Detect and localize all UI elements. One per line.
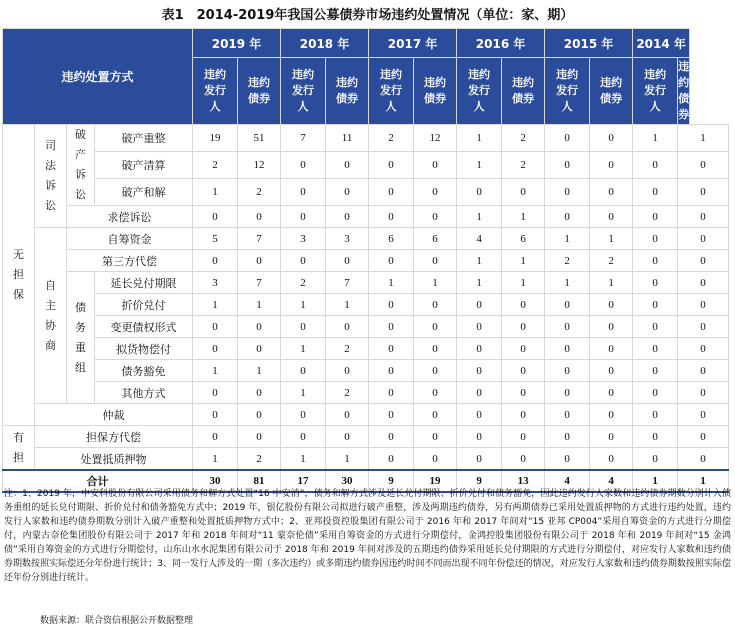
value-cell: 0	[414, 382, 457, 404]
value-cell: 0	[678, 338, 729, 360]
value-cell: 6	[369, 228, 414, 250]
value-cell: 7	[281, 125, 326, 152]
total-cell: 81	[238, 470, 281, 492]
value-cell: 0	[590, 360, 633, 382]
value-cell: 0	[457, 426, 502, 448]
value-cell: 0	[281, 426, 326, 448]
method-label: 处置抵质押物	[35, 448, 193, 471]
value-cell: 0	[414, 316, 457, 338]
value-cell: 2	[281, 272, 326, 294]
value-cell: 0	[545, 316, 590, 338]
value-cell: 0	[238, 426, 281, 448]
value-cell: 0	[590, 206, 633, 228]
value-cell: 2	[238, 448, 281, 471]
table-row	[3, 272, 729, 294]
value-cell: 1	[545, 228, 590, 250]
issuer-header: 违约 发行 人	[545, 58, 590, 125]
value-cell: 2	[502, 152, 545, 179]
method-label: 破产清算	[95, 152, 193, 179]
value-cell: 0	[238, 316, 281, 338]
value-cell: 0	[678, 272, 729, 294]
total-cell: 1	[678, 470, 729, 492]
value-cell: 0	[369, 152, 414, 179]
total-cell: 9	[457, 470, 502, 492]
value-cell: 0	[414, 250, 457, 272]
bond-header: 违约 债券	[678, 58, 690, 125]
value-cell: 0	[633, 426, 678, 448]
value-cell: 0	[545, 382, 590, 404]
bond-header: 违约 债券	[238, 58, 281, 125]
bond-header: 违约 债券	[590, 58, 633, 125]
value-cell: 0	[369, 250, 414, 272]
method-label: 其他方式	[95, 382, 193, 404]
bond-header: 违约 债券	[502, 58, 545, 125]
value-cell: 1	[193, 179, 238, 206]
value-cell: 0	[281, 206, 326, 228]
year-header: 2018 年	[281, 29, 369, 58]
year-header: 2015 年	[545, 29, 633, 58]
value-cell: 1	[502, 272, 545, 294]
value-cell: 2	[369, 125, 414, 152]
group-label: 破 产 诉 讼	[67, 125, 95, 206]
group-label: 无 担 保	[3, 125, 35, 426]
value-cell: 1	[545, 272, 590, 294]
value-cell: 3	[326, 228, 369, 250]
value-cell: 0	[502, 426, 545, 448]
value-cell: 1	[502, 206, 545, 228]
value-cell: 0	[326, 250, 369, 272]
total-cell: 4	[590, 470, 633, 492]
value-cell: 0	[502, 360, 545, 382]
value-cell: 0	[457, 404, 502, 426]
value-cell: 1	[238, 294, 281, 316]
method-label: 拟货物偿付	[95, 338, 193, 360]
value-cell: 0	[238, 250, 281, 272]
value-cell: 5	[193, 228, 238, 250]
value-cell: 0	[633, 206, 678, 228]
value-cell: 0	[457, 179, 502, 206]
value-cell: 0	[414, 152, 457, 179]
value-cell: 0	[238, 206, 281, 228]
value-cell: 0	[281, 360, 326, 382]
method-label: 仲裁	[35, 404, 193, 426]
value-cell: 0	[326, 316, 369, 338]
value-cell: 0	[545, 152, 590, 179]
value-cell: 0	[414, 426, 457, 448]
table-row	[3, 294, 729, 316]
value-cell: 0	[369, 448, 414, 471]
value-cell: 0	[590, 404, 633, 426]
value-cell: 0	[414, 179, 457, 206]
value-cell: 1	[326, 448, 369, 471]
value-cell: 0	[633, 152, 678, 179]
value-cell: 2	[326, 338, 369, 360]
table-row	[3, 179, 729, 206]
value-cell: 1	[457, 272, 502, 294]
value-cell: 0	[193, 206, 238, 228]
value-cell: 0	[193, 250, 238, 272]
value-cell: 0	[590, 316, 633, 338]
value-cell: 0	[678, 294, 729, 316]
value-cell: 0	[457, 338, 502, 360]
value-cell: 0	[545, 426, 590, 448]
value-cell: 0	[414, 360, 457, 382]
value-cell: 0	[193, 316, 238, 338]
value-cell: 1	[193, 448, 238, 471]
total-label: 合计	[3, 470, 193, 492]
table-note: 注：1、2019 年，中安科股份有限公司采用债务和解方式处置“16 中安消”，债务和解方式涉及延长兑付期限、折价兑付和债务豁免，因此违约发行人家数和违约债券期数分别计入债务重组的延长兑付期限、折价兑付和债务豁免方式中；2019 年，银亿股份有限公司拟进行破产重整，涉及两期违约债券，另有两期债券已采用处置质押物的方式进行违约处置，违约发行人家数和违约债券期数分别计入破产重整和处置抵质押物方式中；2、亚邦投资控股集团有限公司于 2016 年和 2017 年间对“15 亚邦 CP004”采用自筹资金的方式进行分期偿付，内蒙古奈伦集团股份有限公司于 2017 年和 2018 年间对“11 蒙奈伦债”采用自筹资金的方式进行分期偿付，金鸿控股集团股份有限公司于 2018 年和 2019 年间对“15 金鸿债”采用自筹资金的方式进行分期偿付，山东山水水泥集团有限公司于 2018 年和 2019 年间对涉及的五期违约债券采用延长兑付期限的方式进行分期偿付，对应发行人家数和违约债券期数按照实际偿还分年份进行统计；3、同一发行人涉及的一期（多次违约）或多期违约债券因违约时间不同而出现不同年份偿还的情况，对应发行人家数和违约债券期数按照实际偿还年份分别进行统计。	[4, 489, 731, 583]
value-cell: 0	[281, 250, 326, 272]
table-row	[3, 228, 729, 250]
value-cell: 2	[545, 250, 590, 272]
value-cell: 0	[678, 316, 729, 338]
method-label: 折价兑付	[95, 294, 193, 316]
table-row	[3, 448, 729, 471]
value-cell: 0	[590, 426, 633, 448]
total-cell: 30	[326, 470, 369, 492]
table-row	[3, 250, 729, 272]
method-label: 延长兑付期限	[95, 272, 193, 294]
table-row	[3, 206, 729, 228]
method-label: 变更债权形式	[95, 316, 193, 338]
table-row	[3, 316, 729, 338]
value-cell: 0	[678, 152, 729, 179]
value-cell: 0	[545, 360, 590, 382]
value-cell: 0	[545, 294, 590, 316]
value-cell: 12	[238, 152, 281, 179]
value-cell: 0	[678, 360, 729, 382]
value-cell: 0	[678, 250, 729, 272]
value-cell: 0	[545, 404, 590, 426]
value-cell: 0	[633, 272, 678, 294]
value-cell: 1	[457, 206, 502, 228]
value-cell: 0	[457, 382, 502, 404]
method-label: 求偿诉讼	[67, 206, 193, 228]
value-cell: 0	[502, 294, 545, 316]
value-cell: 0	[633, 404, 678, 426]
value-cell: 3	[281, 228, 326, 250]
value-cell: 0	[545, 179, 590, 206]
total-cell: 30	[193, 470, 238, 492]
value-cell: 0	[326, 426, 369, 448]
total-cell: 19	[414, 470, 457, 492]
value-cell: 0	[193, 404, 238, 426]
value-cell: 0	[457, 360, 502, 382]
value-cell: 1	[633, 125, 678, 152]
value-cell: 19	[193, 125, 238, 152]
data-source: 数据来源：联合资信根据公开数据整理	[40, 616, 194, 626]
table-title: 表1 2014-2019年我国公募债券市场违约处置情况（单位：家、期）	[161, 8, 574, 23]
group-label: 司 法 诉 讼	[35, 125, 67, 228]
value-cell: 0	[633, 338, 678, 360]
value-cell: 0	[457, 316, 502, 338]
year-header: 2016 年	[457, 29, 545, 58]
value-cell: 1	[457, 250, 502, 272]
value-cell: 2	[326, 382, 369, 404]
method-label: 破产重整	[95, 125, 193, 152]
group-label: 自 主 协 商	[35, 228, 67, 404]
value-cell: 0	[633, 360, 678, 382]
value-cell: 0	[545, 206, 590, 228]
issuer-header: 违约 发行 人	[281, 58, 326, 125]
value-cell: 1	[193, 294, 238, 316]
year-header: 2014 年	[633, 29, 690, 58]
method-label: 担保方代偿	[35, 426, 193, 448]
value-cell: 0	[281, 152, 326, 179]
value-cell: 2	[502, 125, 545, 152]
value-cell: 1	[281, 448, 326, 471]
value-cell: 2	[590, 250, 633, 272]
value-cell: 0	[590, 294, 633, 316]
value-cell: 0	[590, 179, 633, 206]
issuer-header: 违约 发行 人	[193, 58, 238, 125]
value-cell: 0	[633, 382, 678, 404]
value-cell: 1	[369, 272, 414, 294]
value-cell: 0	[414, 206, 457, 228]
issuer-header: 违约 发行 人	[633, 58, 678, 125]
value-cell: 0	[678, 382, 729, 404]
value-cell: 1	[678, 125, 729, 152]
value-cell: 0	[678, 426, 729, 448]
value-cell: 1	[326, 294, 369, 316]
value-cell: 0	[633, 179, 678, 206]
total-cell: 4	[545, 470, 590, 492]
value-cell: 0	[678, 228, 729, 250]
value-cell: 7	[238, 272, 281, 294]
value-cell: 0	[369, 338, 414, 360]
issuer-header: 违约 发行 人	[369, 58, 414, 125]
value-cell: 0	[238, 404, 281, 426]
value-cell: 0	[457, 448, 502, 471]
value-cell: 0	[238, 382, 281, 404]
value-cell: 1	[590, 228, 633, 250]
year-header: 2019 年	[193, 29, 281, 58]
value-cell: 0	[457, 294, 502, 316]
value-cell: 0	[590, 152, 633, 179]
value-cell: 0	[502, 382, 545, 404]
value-cell: 0	[193, 338, 238, 360]
value-cell: 0	[590, 382, 633, 404]
value-cell: 0	[369, 316, 414, 338]
value-cell: 0	[545, 338, 590, 360]
value-cell: 0	[678, 448, 729, 471]
value-cell: 0	[678, 404, 729, 426]
value-cell: 1	[193, 360, 238, 382]
value-cell: 1	[414, 272, 457, 294]
value-cell: 0	[238, 338, 281, 360]
table-row	[3, 152, 729, 179]
method-label: 自筹资金	[67, 228, 193, 250]
value-cell: 2	[238, 179, 281, 206]
table-row	[3, 404, 729, 426]
group-label: 债 务 重 组	[67, 272, 95, 404]
value-cell: 4	[457, 228, 502, 250]
value-cell: 0	[193, 382, 238, 404]
table-row	[3, 426, 729, 448]
value-cell: 0	[414, 404, 457, 426]
value-cell: 0	[633, 316, 678, 338]
value-cell: 0	[502, 179, 545, 206]
value-cell: 0	[414, 294, 457, 316]
value-cell: 0	[326, 179, 369, 206]
bond-header: 违约 债券	[414, 58, 457, 125]
value-cell: 2	[193, 152, 238, 179]
issuer-header: 违约 发行 人	[457, 58, 502, 125]
value-cell: 0	[281, 316, 326, 338]
value-cell: 1	[502, 250, 545, 272]
value-cell: 0	[281, 404, 326, 426]
value-cell: 0	[369, 360, 414, 382]
value-cell: 0	[590, 338, 633, 360]
bond-header: 违约 债券	[326, 58, 369, 125]
method-label: 破产和解	[95, 179, 193, 206]
value-cell: 0	[369, 404, 414, 426]
value-cell: 0	[369, 206, 414, 228]
value-cell: 1	[457, 152, 502, 179]
value-cell: 11	[326, 125, 369, 152]
value-cell: 0	[633, 250, 678, 272]
table-row	[3, 360, 729, 382]
year-header: 2017 年	[369, 29, 457, 58]
value-cell: 0	[414, 448, 457, 471]
value-cell: 0	[590, 125, 633, 152]
value-cell: 0	[326, 152, 369, 179]
value-cell: 0	[326, 404, 369, 426]
value-cell: 0	[590, 448, 633, 471]
table-row	[3, 382, 729, 404]
value-cell: 3	[193, 272, 238, 294]
value-cell: 0	[633, 228, 678, 250]
table-row	[3, 338, 729, 360]
value-cell: 0	[633, 294, 678, 316]
value-cell: 0	[502, 448, 545, 471]
default-disposal-table	[2, 28, 729, 493]
value-cell: 0	[193, 426, 238, 448]
value-cell: 0	[369, 294, 414, 316]
total-cell: 17	[281, 470, 326, 492]
value-cell: 0	[502, 316, 545, 338]
total-cell: 9	[369, 470, 414, 492]
value-cell: 0	[502, 338, 545, 360]
value-cell: 0	[545, 125, 590, 152]
method-header: 违约处置方式	[3, 29, 193, 125]
value-cell: 0	[502, 404, 545, 426]
value-cell: 0	[369, 426, 414, 448]
group-label: 有 担	[3, 426, 35, 471]
value-cell: 12	[414, 125, 457, 152]
method-label: 第三方代偿	[67, 250, 193, 272]
method-label: 债务豁免	[95, 360, 193, 382]
value-cell: 1	[281, 338, 326, 360]
value-cell: 0	[326, 360, 369, 382]
value-cell: 1	[281, 294, 326, 316]
value-cell: 6	[502, 228, 545, 250]
value-cell: 0	[326, 206, 369, 228]
value-cell: 0	[281, 179, 326, 206]
total-cell: 1	[633, 470, 678, 492]
value-cell: 0	[633, 448, 678, 471]
value-cell: 0	[369, 179, 414, 206]
value-cell: 0	[678, 179, 729, 206]
value-cell: 0	[545, 448, 590, 471]
table-row	[3, 125, 729, 152]
value-cell: 0	[369, 382, 414, 404]
value-cell: 6	[414, 228, 457, 250]
value-cell: 0	[678, 206, 729, 228]
value-cell: 0	[414, 338, 457, 360]
value-cell: 7	[238, 228, 281, 250]
value-cell: 1	[457, 125, 502, 152]
value-cell: 1	[281, 382, 326, 404]
value-cell: 1	[238, 360, 281, 382]
total-cell: 13	[502, 470, 545, 492]
value-cell: 7	[326, 272, 369, 294]
value-cell: 51	[238, 125, 281, 152]
value-cell: 1	[590, 272, 633, 294]
